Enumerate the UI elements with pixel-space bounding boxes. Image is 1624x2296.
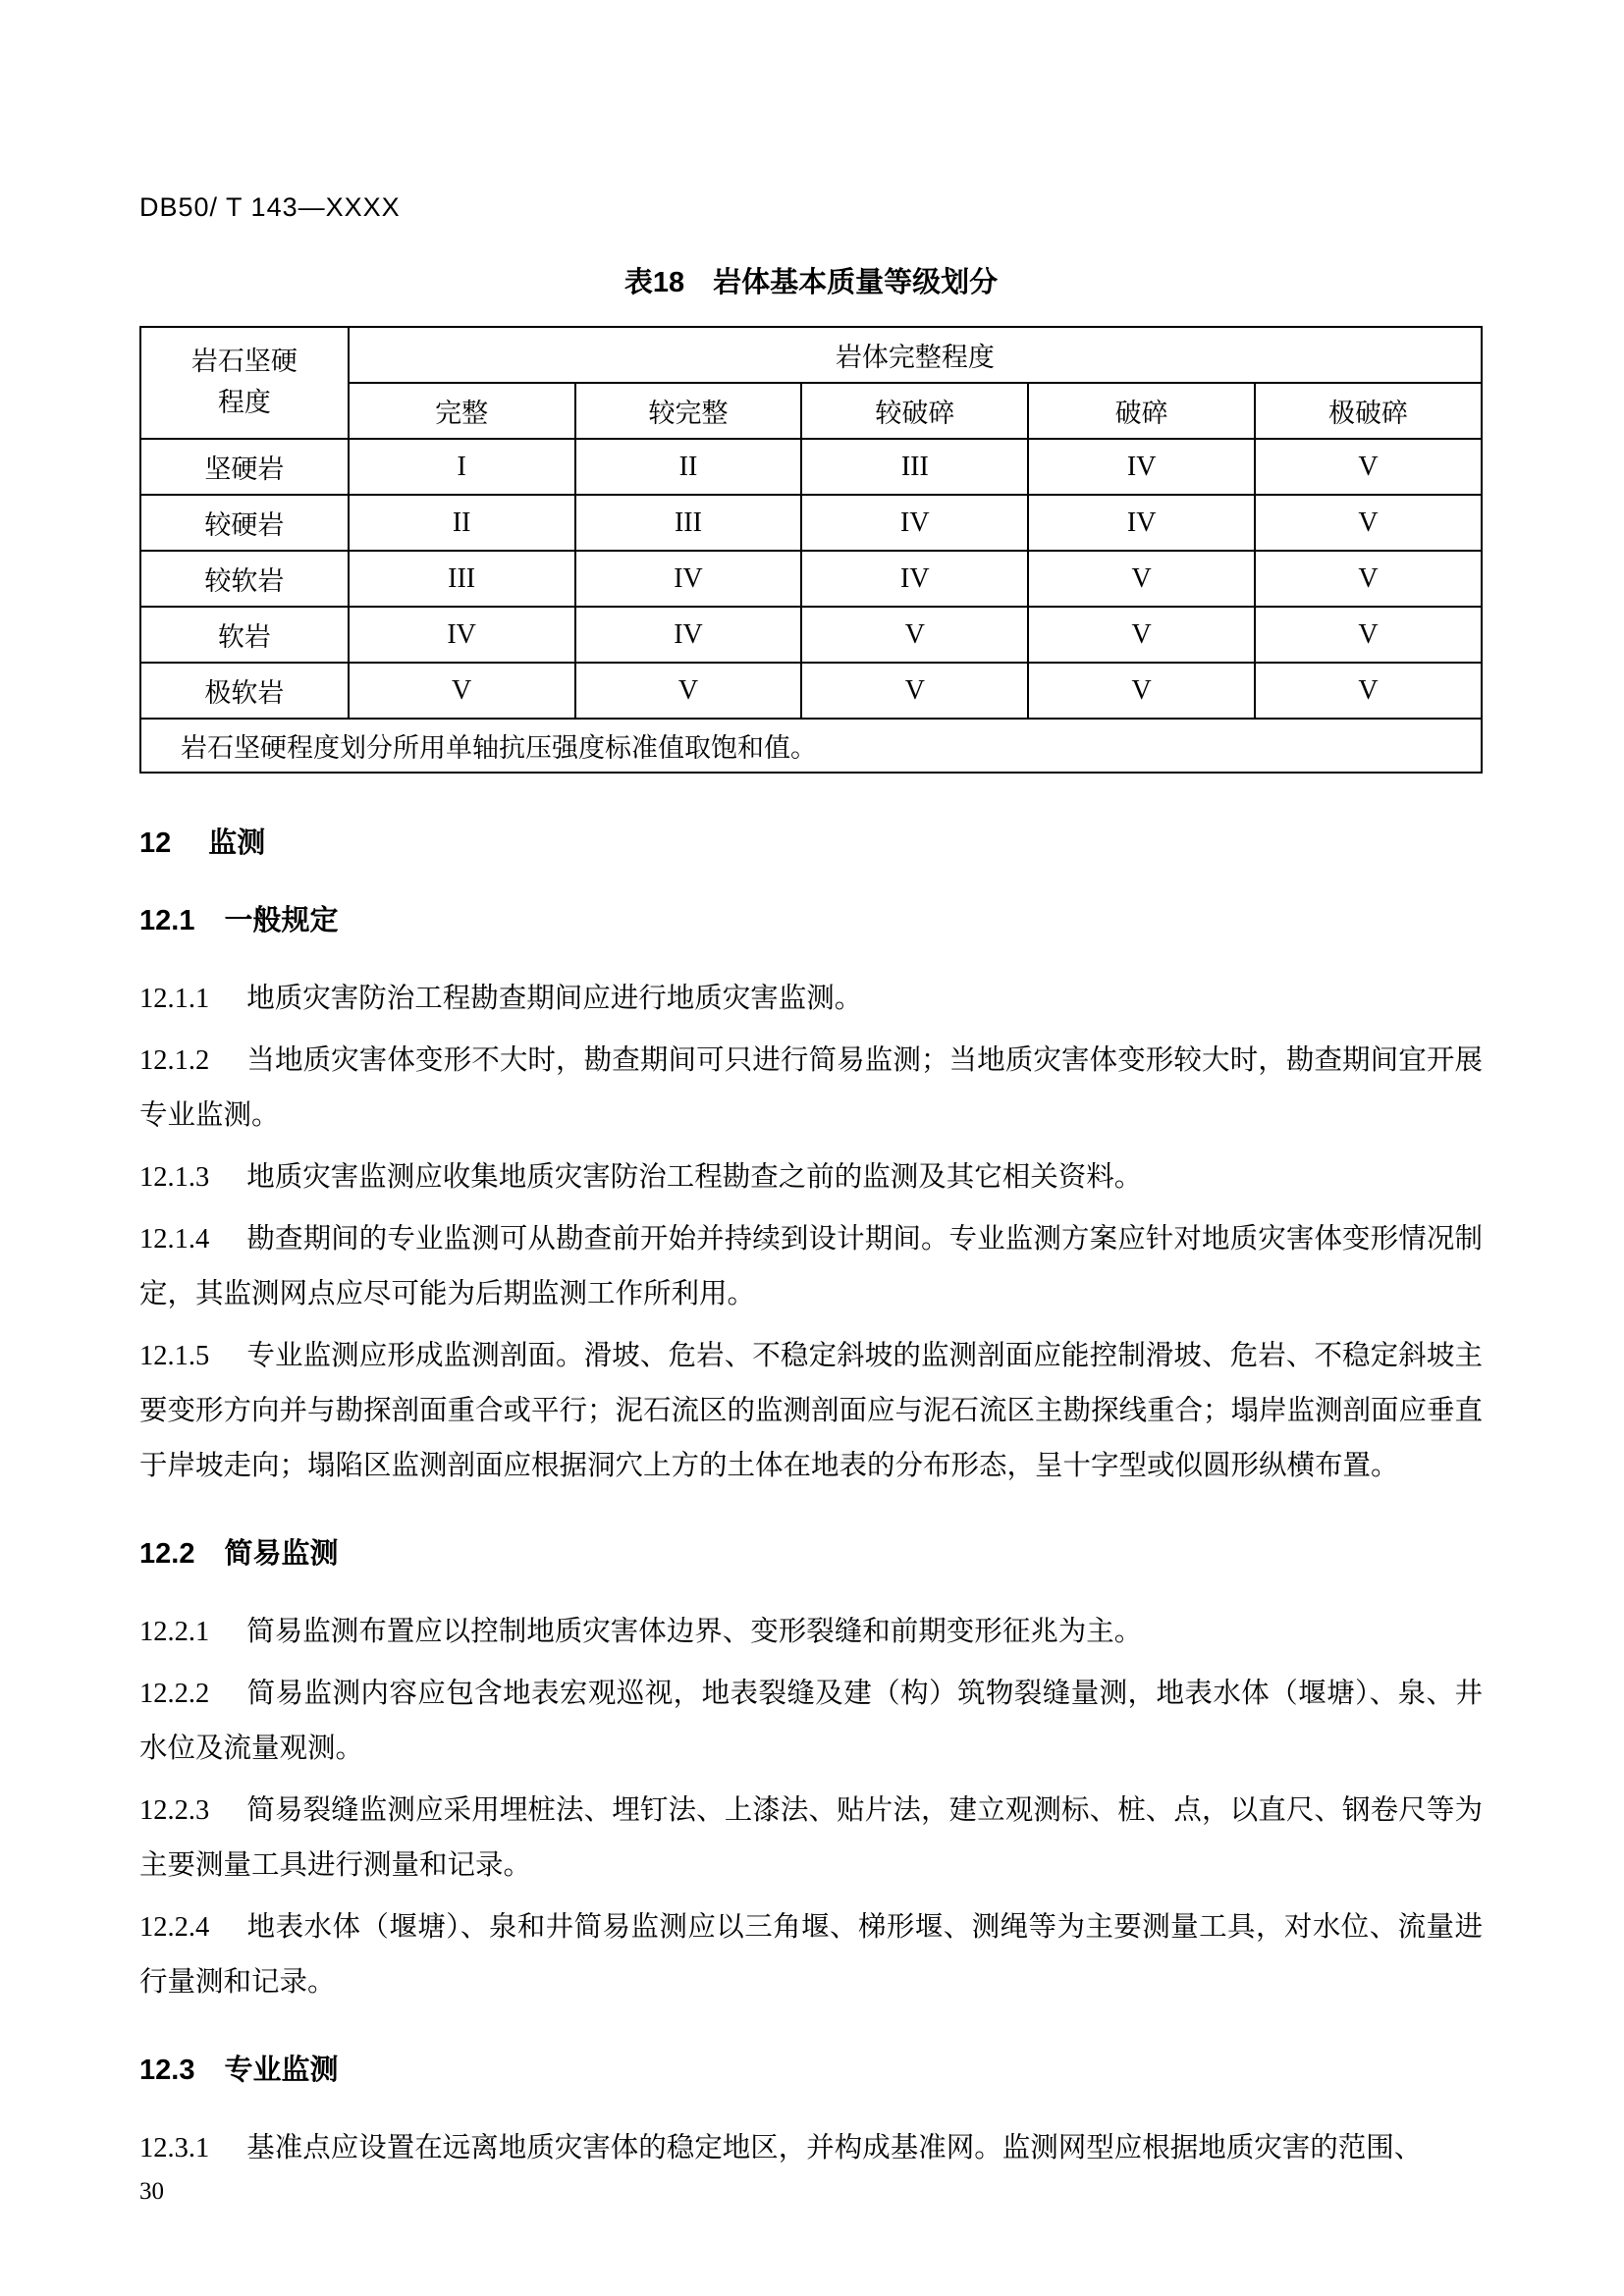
grade-cell: IV	[1028, 495, 1255, 551]
paragraph-text: 简易裂缝监测应采用埋桩法、埋钉法、上漆法、贴片法，建立观测标、桩、点，以直尺、钢卷尺等为主要测量工具进行测量和记录。	[139, 1795, 1483, 1881]
subheader-cell: 破碎	[1028, 383, 1255, 439]
grade-cell: V	[1028, 663, 1255, 719]
paragraph-number: 12.1.1	[139, 984, 210, 1014]
table-corner-header	[140, 327, 349, 439]
paragraph-text: 简易监测布置应以控制地质灾害体边界、变形裂缝和前期变形征兆为主。	[246, 1617, 1143, 1647]
heading-number: 12.3	[139, 2055, 195, 2086]
paragraph-text: 地质灾害监测应收集地质灾害防治工程勘查之前的监测及其它相关资料。	[246, 1162, 1143, 1193]
paragraph-number: 12.1.5	[139, 1341, 210, 1371]
grade-cell: V	[1255, 663, 1482, 719]
grade-cell: III	[575, 495, 802, 551]
paragraph-12-2-1	[139, 1605, 1483, 1660]
grade-cell: IV	[801, 551, 1028, 607]
paragraph-text: 基准点应设置在远离地质灾害体的稳定地区，并构成基准网。监测网型应根据地质灾害的范围、	[246, 2133, 1423, 2163]
subheader-cell: 较完整	[575, 383, 802, 439]
grade-cell: IV	[349, 607, 575, 663]
rock-quality-grade-table	[139, 326, 1483, 774]
grade-cell: V	[349, 663, 575, 719]
subheader-cell: 极破碎	[1255, 383, 1482, 439]
table-title: 表18 岩体基本质量等级划分	[623, 267, 999, 298]
paragraph-number: 12.2.1	[139, 1617, 210, 1647]
grade-cell: V	[801, 607, 1028, 663]
paragraph-text: 当地质灾害体变形不大时，勘查期间可只进行简易监测；当地质灾害体变形较大时，勘查期间宜开展专业监测。	[139, 1045, 1483, 1131]
paragraph-12-1-5	[139, 1329, 1483, 1494]
paragraph-12-1-2	[139, 1034, 1483, 1144]
paragraph-text: 专业监测应形成监测剖面。滑坡、危岩、不稳定斜坡的监测剖面应能控制滑坡、危岩、不稳定斜坡主要变形方向并与勘探剖面重合或平行；泥石流区的监测剖面应与泥石流区主勘探线重合；塌岸监测剖面应垂直于岸坡走向；塌陷区监测剖面应根据洞穴上方的土体在地表的分布形态，呈十字型或似圆形纵横布置。	[139, 1341, 1484, 1481]
grade-cell: V	[1028, 607, 1255, 663]
paragraph-number: 12.2.3	[139, 1795, 210, 1826]
heading-number: 12.2	[139, 1538, 195, 1570]
grade-cell: IV	[801, 495, 1028, 551]
heading-text: 专业监测	[224, 2055, 339, 2086]
table-row	[140, 663, 1482, 719]
grade-cell: II	[349, 495, 575, 551]
table-row	[140, 607, 1482, 663]
section-heading-12	[139, 821, 1483, 861]
grade-cell: V	[575, 663, 802, 719]
subheader-cell: 较破碎	[801, 383, 1028, 439]
table-row	[140, 551, 1482, 607]
grade-cell: IV	[575, 607, 802, 663]
table-header-row-1	[140, 327, 1482, 383]
paragraph-number: 12.2.2	[139, 1679, 210, 1709]
grade-cell: V	[1255, 495, 1482, 551]
corner-header-line2: 程度	[217, 388, 271, 417]
grade-cell: IV	[575, 551, 802, 607]
grade-cell: III	[801, 439, 1028, 495]
table-footnote-row	[140, 719, 1482, 773]
paragraph-12-2-3	[139, 1784, 1483, 1894]
row-label: 较软岩	[140, 551, 349, 607]
grade-cell: V	[1255, 439, 1482, 495]
paragraph-12-1-1	[139, 972, 1483, 1027]
table-row	[140, 495, 1482, 551]
row-label: 坚硬岩	[140, 439, 349, 495]
row-label: 较硬岩	[140, 495, 349, 551]
section-heading-12-2	[139, 1531, 1483, 1572]
grade-cell: IV	[1028, 439, 1255, 495]
grade-cell: V	[1028, 551, 1255, 607]
table-top-header: 岩体完整程度	[349, 327, 1482, 383]
grade-cell: V	[1255, 551, 1482, 607]
table-row	[140, 439, 1482, 495]
paragraph-12-1-3	[139, 1150, 1483, 1205]
section-heading-12-1	[139, 898, 1483, 938]
heading-text: 简易监测	[224, 1538, 339, 1570]
paragraph-number: 12.2.4	[139, 1912, 210, 1943]
paragraph-12-3-1	[139, 2121, 1483, 2176]
row-label: 软岩	[140, 607, 349, 663]
paragraph-12-1-4	[139, 1212, 1483, 1322]
paragraph-number: 12.1.2	[139, 1045, 210, 1076]
doc-number: DB50/ T 143—XXXX	[139, 192, 401, 222]
paragraph-number: 12.1.4	[139, 1224, 210, 1255]
section-heading-12-3	[139, 2048, 1483, 2088]
grade-cell: III	[349, 551, 575, 607]
paragraph-12-2-2	[139, 1667, 1483, 1777]
page-number: 30	[139, 2178, 164, 2205]
table-footnote: 岩石坚硬程度划分所用单轴抗压强度标准值取饱和值。	[140, 719, 1482, 773]
row-label: 极软岩	[140, 663, 349, 719]
heading-text: 一般规定	[224, 905, 339, 936]
paragraph-number: 12.1.3	[139, 1162, 210, 1193]
grade-cell: V	[801, 663, 1028, 719]
paragraph-text: 勘查期间的专业监测可从勘查前开始并持续到设计期间。专业监测方案应针对地质灾害体变形情况制定，其监测网点应尽可能为后期监测工作所利用。	[139, 1224, 1483, 1309]
content-area	[139, 192, 1483, 2183]
heading-number: 12	[139, 828, 172, 859]
paragraph-text: 地质灾害防治工程勘查期间应进行地质灾害监测。	[246, 984, 863, 1014]
paragraph-text: 地表水体（堰塘）、泉和井简易监测应以三角堰、梯形堰、测绳等为主要测量工具，对水位、流量进行量测和记录。	[139, 1912, 1483, 1998]
subheader-cell: 完整	[349, 383, 575, 439]
grade-cell: II	[575, 439, 802, 495]
body-content	[139, 821, 1483, 2176]
paragraph-number: 12.3.1	[139, 2133, 210, 2163]
paragraph-text: 简易监测内容应包含地表宏观巡视，地表裂缝及建（构）筑物裂缝量测，地表水体（堰塘）、泉、井水位及流量观测。	[139, 1679, 1483, 1764]
grade-cell: V	[1255, 607, 1482, 663]
paragraph-12-2-4	[139, 1900, 1483, 2010]
heading-number: 12.1	[139, 905, 195, 936]
grade-cell: I	[349, 439, 575, 495]
heading-text: 监测	[208, 828, 266, 859]
corner-header-line1: 岩石坚硬	[190, 347, 298, 377]
